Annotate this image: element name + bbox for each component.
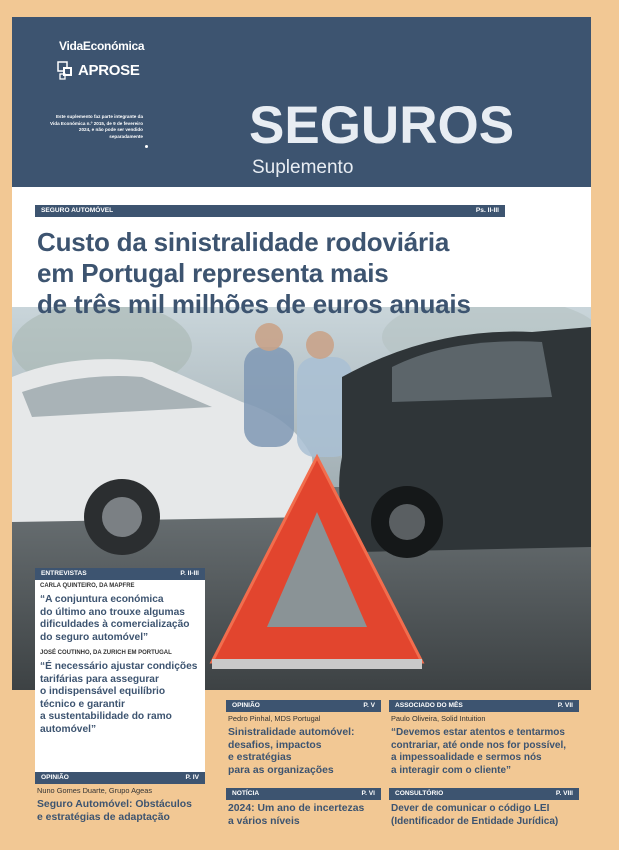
section-pages: P. V bbox=[363, 702, 375, 709]
aprose-logo-icon bbox=[57, 59, 75, 81]
associado-section-bar bbox=[389, 700, 579, 712]
column-text bbox=[35, 799, 205, 824]
interviewee-name: CARLA QUINTEIRO, DA MAPFRE bbox=[40, 583, 135, 589]
text-line: para as organizações bbox=[228, 764, 334, 776]
section-label: NOTÍCIA bbox=[232, 790, 260, 797]
section-label: ASSOCIADO DO MÊS bbox=[395, 702, 463, 709]
noticia-section-bar bbox=[226, 788, 381, 800]
text-line: a impessoalidade e sermos nós bbox=[391, 752, 542, 763]
interviewee-name: JOSÉ COUTINHO, DA ZURICH EM PORTUGAL bbox=[40, 650, 172, 656]
text-line: a interagir com o cliente” bbox=[391, 764, 512, 776]
interview-quote bbox=[40, 594, 203, 644]
headline-line: de três mil milhões de euros anuais bbox=[37, 289, 471, 319]
note-dot bbox=[145, 145, 148, 148]
quote-line: técnico e garantir bbox=[40, 698, 125, 710]
quote-line: “É necessário ajustar condições bbox=[40, 661, 198, 672]
quote-line: automóvel” bbox=[40, 723, 97, 735]
text-line: Seguro Automóvel: Obstáculos bbox=[37, 799, 192, 810]
publication-subtitle: Suplemento bbox=[252, 157, 354, 178]
section-label: CONSULTÓRIO bbox=[395, 790, 444, 797]
column-author: Nuno Gomes Duarte, Grupo Ageas bbox=[37, 786, 153, 795]
column-text bbox=[389, 727, 579, 777]
section-pages: P. VI bbox=[361, 790, 375, 797]
quote-line: do último ano trouxe algumas bbox=[40, 606, 185, 618]
text-line: desafios, impactos bbox=[228, 739, 322, 751]
vida-economica-logo: VidaEconómica bbox=[59, 39, 145, 53]
supplement-note: Este suplemento faz parte integrante da Vida Económica n.º 2015, de 9 de fevereiro 2024, e não pode ser vendido separadamente bbox=[50, 114, 143, 139]
section-pages: Ps. II-III bbox=[475, 207, 499, 214]
consultorio-block bbox=[389, 788, 579, 828]
text-line: Sinistralidade automóvel: bbox=[228, 727, 355, 738]
quote-line: o indispensável equilíbrio bbox=[40, 686, 166, 697]
column-text bbox=[226, 727, 381, 777]
section-pages: P. VIII bbox=[555, 790, 573, 797]
quote-line: do seguro automóvel” bbox=[40, 631, 149, 643]
column-author: Pedro Pinhal, MDS Portugal bbox=[228, 714, 321, 723]
text-line: contrariar, até onde nos for possível, bbox=[391, 739, 567, 751]
section-pages: P. VII bbox=[557, 702, 573, 709]
headline-line: Custo da sinistralidade rodoviária bbox=[37, 227, 450, 257]
noticia-block bbox=[226, 788, 381, 828]
column-text bbox=[226, 803, 381, 828]
quote-line: “A conjuntura económica bbox=[40, 594, 164, 605]
section-label: OPINIÃO bbox=[232, 702, 260, 709]
headline-line: em Portugal representa mais bbox=[37, 258, 389, 288]
text-line: e estratégias bbox=[228, 752, 292, 763]
section-label: SEGURO AUTOMÓVEL bbox=[41, 207, 114, 214]
column-author: Paulo Oliveira, Solid Intuition bbox=[391, 714, 486, 723]
text-line: (Identificador de Entidade Jurídica) bbox=[391, 815, 559, 827]
entrevistas-box bbox=[35, 568, 205, 776]
text-line: Dever de comunicar o código LEI bbox=[391, 803, 550, 814]
interview-quote bbox=[40, 661, 203, 736]
text-line: “Devemos estar atentos e tentarmos bbox=[391, 727, 565, 738]
opiniao-section-bar bbox=[226, 700, 381, 712]
section-pages: P. IV bbox=[185, 774, 199, 781]
section-label: ENTREVISTAS bbox=[41, 570, 87, 577]
section-label: OPINIÃO bbox=[41, 774, 69, 781]
text-line: a vários níveis bbox=[228, 815, 300, 827]
text-line: e estratégias de adaptação bbox=[37, 811, 170, 823]
quote-line: dificuldades à comercialização bbox=[40, 619, 190, 630]
seguro-automovel-section-bar bbox=[35, 205, 505, 217]
cover-header bbox=[12, 17, 591, 187]
main-headline bbox=[37, 227, 557, 320]
opiniao-pedro-block bbox=[226, 700, 381, 777]
entrevistas-section-bar bbox=[35, 568, 205, 580]
aprose-wordmark: APROSE bbox=[78, 61, 140, 79]
quote-line: tarifárias para assegurar bbox=[40, 673, 159, 685]
aprose-brand bbox=[57, 59, 140, 81]
cover-page bbox=[12, 17, 591, 850]
quote-line: a sustentabilidade do ramo bbox=[40, 711, 172, 722]
consultorio-section-bar bbox=[389, 788, 579, 800]
section-pages: P. II-III bbox=[180, 570, 199, 577]
opiniao-nuno-block bbox=[35, 772, 205, 824]
text-line: 2024: Um ano de incertezas bbox=[228, 803, 365, 814]
opiniao-section-bar bbox=[35, 772, 205, 784]
column-text bbox=[389, 803, 579, 828]
publication-title: SEGUROS bbox=[249, 96, 515, 155]
associado-block bbox=[389, 700, 579, 777]
